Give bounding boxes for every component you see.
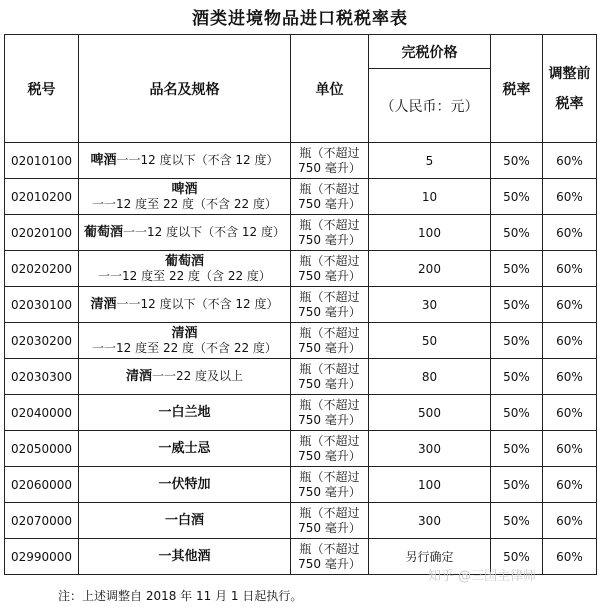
cell-prev-rate: 60% — [543, 287, 597, 323]
item-name-bold: 清酒 — [125, 369, 152, 384]
item-spec: 一一12 度至 22 度（含 22 度） — [98, 268, 271, 283]
cell-unit: 瓶（不超过 750 毫升） — [291, 467, 369, 503]
item-spec: 一一12 度以下（不含 12 度） — [116, 297, 279, 311]
cell-prev-rate: 60% — [543, 503, 597, 539]
cell-unit: 瓶（不超过 750 毫升） — [291, 431, 369, 467]
cell-code: 02030200 — [5, 323, 79, 359]
cell-rate: 50% — [491, 323, 543, 359]
cell-rate: 50% — [491, 179, 543, 215]
cell-price: 50 — [369, 323, 491, 359]
item-name-bold: 一伏特加 — [158, 477, 211, 492]
cell-prev-rate: 60% — [543, 539, 597, 575]
watermark: 知乎 @三国主律师 — [428, 569, 537, 584]
cell-prev-rate: 60% — [543, 251, 597, 287]
cell-unit: 瓶（不超过 750 毫升） — [291, 287, 369, 323]
item-spec: 一一22 度及以上 — [151, 369, 244, 383]
item-name-bold: 葡萄酒 — [84, 225, 124, 240]
cell-code: 02070000 — [5, 503, 79, 539]
cell-prev-rate: 60% — [543, 215, 597, 251]
footnote: 注：上述调整自 2018 年 11 月 1 日起执行。 — [58, 589, 303, 603]
cell-name — [79, 359, 291, 395]
cell-rate: 50% — [491, 395, 543, 431]
item-name-bold: 啤酒 — [171, 181, 198, 197]
table-body — [5, 143, 597, 575]
header-rate: 税率 — [491, 35, 543, 143]
tax-rate-table — [4, 34, 597, 575]
cell-unit: 瓶（不超过 750 毫升） — [291, 251, 369, 287]
cell-name — [79, 323, 291, 359]
cell-name — [79, 539, 291, 575]
cell-price: 500 — [369, 395, 491, 431]
cell-name — [79, 179, 291, 215]
cell-name — [79, 251, 291, 287]
cell-code: 02030100 — [5, 287, 79, 323]
cell-rate: 50% — [491, 359, 543, 395]
header-row — [5, 35, 597, 69]
cell-price: 10 — [369, 179, 491, 215]
item-name-bold: 清酒 — [90, 297, 117, 312]
cell-code: 02020200 — [5, 251, 79, 287]
cell-prev-rate: 60% — [543, 179, 597, 215]
page-title: 酒类进境物品进口税税率表 — [192, 9, 408, 29]
cell-name — [79, 143, 291, 179]
item-spec: 一一12 度至 22 度（不含 22 度） — [92, 196, 277, 211]
cell-name — [79, 215, 291, 251]
table-row — [5, 287, 597, 323]
cell-code: 02050000 — [5, 431, 79, 467]
cell-rate: 50% — [491, 431, 543, 467]
cell-rate: 50% — [491, 143, 543, 179]
cell-unit: 瓶（不超过 750 毫升） — [291, 179, 369, 215]
cell-price: 200 — [369, 251, 491, 287]
cell-rate: 50% — [491, 503, 543, 539]
table-row — [5, 215, 597, 251]
cell-code: 02990000 — [5, 539, 79, 575]
cell-code: 02010100 — [5, 143, 79, 179]
table-row — [5, 359, 597, 395]
table-row — [5, 467, 597, 503]
header-prev-rate: 调整前税率 — [543, 35, 597, 143]
cell-unit: 瓶（不超过 750 毫升） — [291, 503, 369, 539]
cell-prev-rate: 60% — [543, 143, 597, 179]
cell-rate: 50% — [491, 467, 543, 503]
cell-price: 100 — [369, 215, 491, 251]
cell-prev-rate: 60% — [543, 323, 597, 359]
table-row — [5, 503, 597, 539]
item-name-bold: 一白酒 — [164, 513, 204, 528]
cell-code: 02020100 — [5, 215, 79, 251]
item-spec: 一一12 度以下（不含 12 度） — [123, 225, 285, 239]
item-name-bold: 一威士忌 — [158, 441, 211, 456]
header-code: 税号 — [5, 35, 79, 143]
table-row — [5, 143, 597, 179]
cell-price: 100 — [369, 467, 491, 503]
cell-price: 另行确定 — [369, 539, 491, 575]
cell-price: 30 — [369, 287, 491, 323]
header-price-unit: （人民币：元） — [369, 69, 491, 143]
item-name-bold: 一其他酒 — [158, 549, 211, 564]
item-name-bold: 清酒 — [171, 325, 198, 341]
item-name-bold: 啤酒 — [90, 153, 117, 168]
cell-price: 80 — [369, 359, 491, 395]
cell-unit: 瓶（不超过 750 毫升） — [291, 215, 369, 251]
item-spec: 一一12 度以下（不含 12 度） — [116, 153, 279, 167]
table-row — [5, 179, 597, 215]
cell-name — [79, 467, 291, 503]
cell-prev-rate: 60% — [543, 395, 597, 431]
table-row — [5, 323, 597, 359]
cell-code: 02060000 — [5, 467, 79, 503]
header-price: 完税价格 — [369, 35, 491, 69]
cell-price: 5 — [369, 143, 491, 179]
cell-unit: 瓶（不超过 750 毫升） — [291, 143, 369, 179]
cell-name — [79, 395, 291, 431]
cell-code: 02030300 — [5, 359, 79, 395]
cell-price: 300 — [369, 503, 491, 539]
item-name-bold: 一白兰地 — [158, 405, 211, 420]
cell-unit: 瓶（不超过 750 毫升） — [291, 539, 369, 575]
cell-name — [79, 431, 291, 467]
table-row — [5, 251, 597, 287]
cell-price: 300 — [369, 431, 491, 467]
cell-rate: 50% — [491, 215, 543, 251]
cell-code: 02010200 — [5, 179, 79, 215]
cell-rate: 50% — [491, 251, 543, 287]
cell-name — [79, 503, 291, 539]
cell-unit: 瓶（不超过 750 毫升） — [291, 395, 369, 431]
cell-prev-rate: 60% — [543, 467, 597, 503]
item-name-bold: 葡萄酒 — [164, 253, 204, 269]
cell-code: 02040000 — [5, 395, 79, 431]
cell-unit: 瓶（不超过 750 毫升） — [291, 359, 369, 395]
cell-rate: 50% — [491, 539, 543, 575]
cell-name — [79, 287, 291, 323]
table-row — [5, 431, 597, 467]
cell-rate: 50% — [491, 287, 543, 323]
table-row — [5, 395, 597, 431]
cell-unit: 瓶（不超过 750 毫升） — [291, 323, 369, 359]
cell-prev-rate: 60% — [543, 431, 597, 467]
header-unit: 单位 — [291, 35, 369, 143]
cell-prev-rate: 60% — [543, 359, 597, 395]
header-name: 品名及规格 — [79, 35, 291, 143]
item-spec: 一一12 度至 22 度（不含 22 度） — [92, 340, 277, 355]
